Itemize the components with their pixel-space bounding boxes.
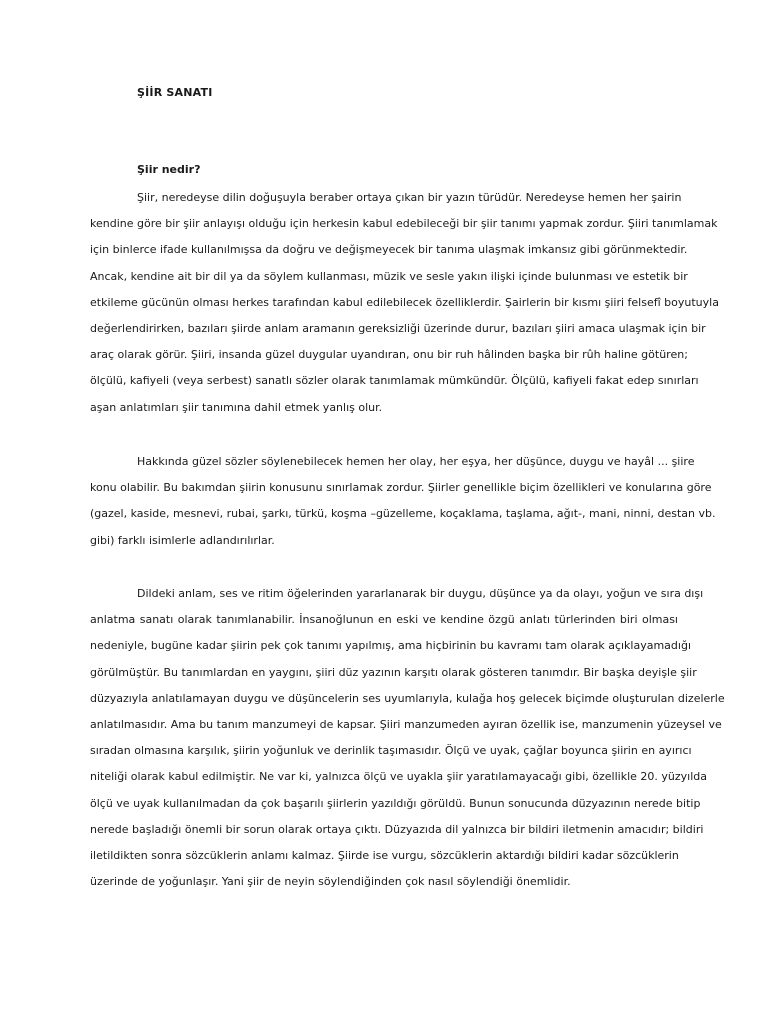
- paragraph-line: düzyazıyla anlatılamayan duygu ve düşüncelerin ses uyumlarıyla, kulağa hoş gelecek biçimde oluşturulan dizelerle: [90, 691, 725, 705]
- paragraph-1: [90, 185, 719, 421]
- paragraph-line: Şiir, neredeyse dilin doğuşuyla beraber ortaya çıkan bir yazın türüdür. Neredeyse hemen her şairin: [137, 191, 682, 204]
- paragraph-line: anlatılmasıdır. Ama bu tanım manzumeyi de kapsar. Şiiri manzumeden ayıran özellik ise, manzumenin yüzeysel ve: [90, 717, 722, 731]
- paragraph-line: Ancak, kendine ait bir dil ya da söylem kullanması, müzik ve sesle yakın ilişki içinde bulunması ve estetik bir: [90, 269, 688, 283]
- paragraph-line: niteliği olarak kabul edilmiştir. Ne var ki, yalnızca ölçü ve uyakla şiir yaratılamayacağı gibi, özellikle 20. yüzyılda: [90, 770, 707, 784]
- paragraph-line: (gazel, kaside, mesnevi, rubai, şarkı, türkü, koşma –güzelleme, koçaklama, taşlama, ağıt-, mani, ninni, destan vb.: [90, 507, 716, 521]
- paragraph-line: Hakkında güzel sözler söylenebilecek hemen her olay, her eşya, her düşünce, duygu ve hayâl ... şiire: [137, 455, 695, 468]
- paragraph-line: sıradan olmasına karşılık, şiirin yoğunluk ve derinlik taşımasıdır. Ölçü ve uyak, çağlar boyunca şiirin en ayırıcı: [90, 744, 692, 758]
- paragraph-line: iletildikten sonra sözcüklerin anlamı kalmaz. Şiirde ise vurgu, sözcüklerin aktardığı bildiri kadar sözcüklerin: [90, 848, 679, 862]
- paragraph-line: ölçülü, kafiyeli (veya serbest) sanatlı sözler olarak tanımlamak mümkündür. Ölçülü, kafiyeli fakat edep sınırları: [90, 374, 699, 388]
- paragraph-line: konu olabilir. Bu bakımdan şiirin konusunu sınırlamak zordur. Şiirler genellikle biçim özellikleri ve konularına göre: [90, 481, 712, 495]
- paragraph-line: görülmüştür. Bu tanımlardan en yaygını, şiiri düz yazının karşıtı olarak gösteren tanımdır. Bir başka deyişle şiir: [90, 665, 697, 679]
- paragraph-line: nerede başladığı önemli bir sorun olarak ortaya çıktı. Düzyazıda dil yalnızca bir bildiri iletmenin amacıdır; bildiri: [90, 822, 704, 836]
- paragraph-line: anlatma sanatı olarak tanımlanabilir. İnsanoğlunun en eski ve kendine özgü anlatı türlerinden biri olması: [90, 613, 678, 627]
- paragraph-2: [90, 449, 716, 554]
- paragraph-line: ölçü ve uyak kullanılmadan da çok başarılı şiirlerin yazıldığı görüldü. Bunun sonucunda düzyazının nerede bitip: [90, 796, 701, 810]
- paragraph-line: üzerinde de yoğunlaşır. Yani şiir de neyin söylendiğinden çok nasıl söylendiği önemlidir.: [90, 875, 571, 889]
- paragraph-line: Dildeki anlam, ses ve ritim öğelerinden yararlanarak bir duygu, düşünce ya da olayı, yoğun ve sıra dışı: [137, 587, 704, 600]
- paragraph-line: etkileme gücünün olması herkes tarafından kabul edilebilecek özelliklerdir. Şairlerin bir kısmı şiiri felsefî boyutuyla: [90, 295, 719, 309]
- section-heading: Şiir nedir?: [137, 163, 201, 176]
- paragraph-line: aşan anlatımları şiir tanımına dahil etmek yanlış olur.: [90, 400, 383, 414]
- document-title: ŞİİR SANATI: [137, 86, 213, 99]
- paragraph-line: değerlendirirken, bazıları şiirde anlam aramanın gereksizliği üzerinde durur, bazıları şiiri amaca ulaşmak için bir: [90, 321, 706, 335]
- paragraph-line: kendine göre bir şiir anlayışı olduğu için herkesin kabul edebileceği bir şiir tanımı yapmak zordur. Şiiri tanımlamak: [90, 217, 718, 231]
- paragraph-line: gibi) farklı isimlerle adlandırılırlar.: [90, 533, 275, 547]
- paragraph-line: nedeniyle, bugüne kadar şiirin pek çok tanımı yapılmış, ama hiçbirinin bu kavramı tam olarak açıklayamadığı: [90, 639, 691, 653]
- paragraph-line: araç olarak görür. Şiiri, insanda güzel duygular uyandıran, onu bir ruh hâlinden başka bir rûh haline götüren;: [90, 348, 688, 362]
- paragraph-line: için binlerce ifade kullanılmışsa da doğru ve değişmeyecek bir tanıma ulaşmak imkansız gibi görünmektedir.: [90, 243, 688, 257]
- paragraph-3: [90, 581, 725, 895]
